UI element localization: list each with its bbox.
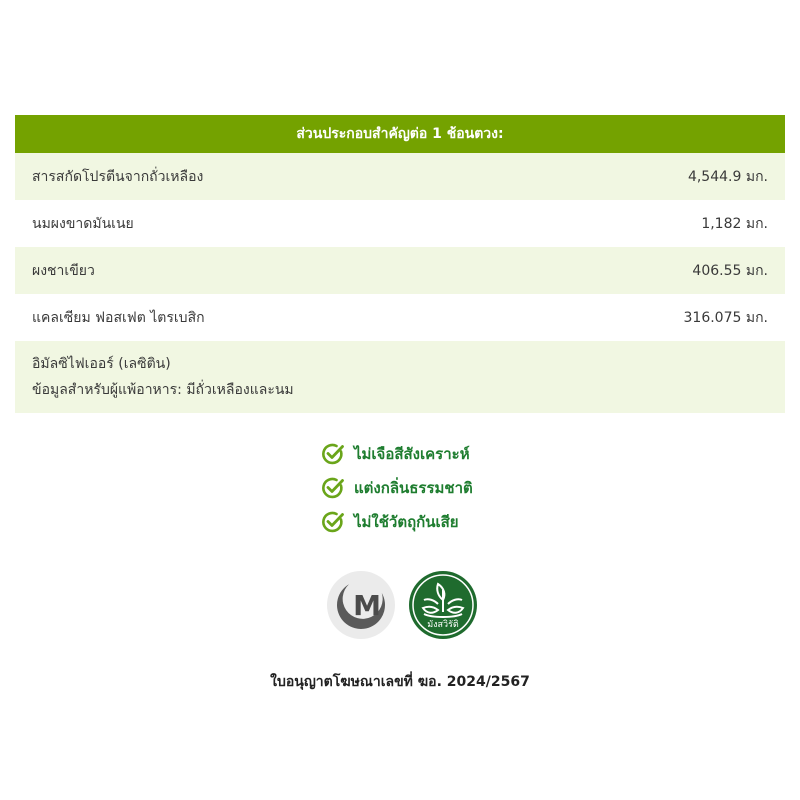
- allergen-note: ข้อมูลสำหรับผู้แพ้อาหาร: มีถั่วเหลืองและนม: [32, 382, 294, 398]
- table-row: [15, 294, 785, 341]
- ingredient-name: ผงชาเขียว: [32, 262, 95, 279]
- ingredient-amount: 406.55 มก.: [692, 262, 768, 279]
- table-note-row: [15, 341, 785, 413]
- table-row: [15, 200, 785, 247]
- ingredient-amount: 1,182 มก.: [701, 215, 768, 232]
- m-logo-letter: M: [353, 589, 381, 622]
- table-row: [15, 153, 785, 200]
- ingredient-name: แคลเซียม ฟอสเฟต ไตรเบสิก: [32, 309, 205, 326]
- claim-item: [320, 471, 473, 505]
- table-header: ส่วนประกอบสำคัญต่อ 1 ช้อนตวง:: [15, 115, 785, 153]
- check-circle-icon: [320, 441, 346, 467]
- claim-label: ไม่เจือสีสังเคราะห์: [354, 445, 470, 463]
- table-row: [15, 247, 785, 294]
- certification-logos: [326, 570, 478, 640]
- ingredient-amount: 4,544.9 มก.: [687, 168, 768, 185]
- vegetarian-logo-label: มังสวิรัติ: [427, 620, 459, 630]
- claim-item: [320, 437, 473, 471]
- ingredient-name: สารสกัดโปรตีนจากถั่วเหลือง: [32, 168, 204, 185]
- product-claims: [320, 437, 473, 539]
- ingredients-table: [15, 115, 785, 413]
- check-circle-icon: [320, 509, 346, 535]
- advertising-license-text: ใบอนุญาตโฆษณาเลขที่ ฆอ. 2024/2567: [270, 674, 530, 690]
- check-circle-icon: [320, 475, 346, 501]
- m-logo-icon: [326, 570, 396, 640]
- claim-label: ไม่ใช้วัตถุกันเสีย: [354, 513, 459, 531]
- claim-item: [320, 505, 473, 539]
- emulsifier-note: อิมัลซิไฟเออร์ (เลซิติน): [32, 356, 171, 372]
- vegetarian-logo-icon: [408, 570, 478, 640]
- claim-label: แต่งกลิ่นธรรมชาติ: [354, 479, 473, 497]
- ingredient-name: นมผงขาดมันเนย: [32, 215, 134, 232]
- ingredient-amount: 316.075 มก.: [683, 309, 768, 326]
